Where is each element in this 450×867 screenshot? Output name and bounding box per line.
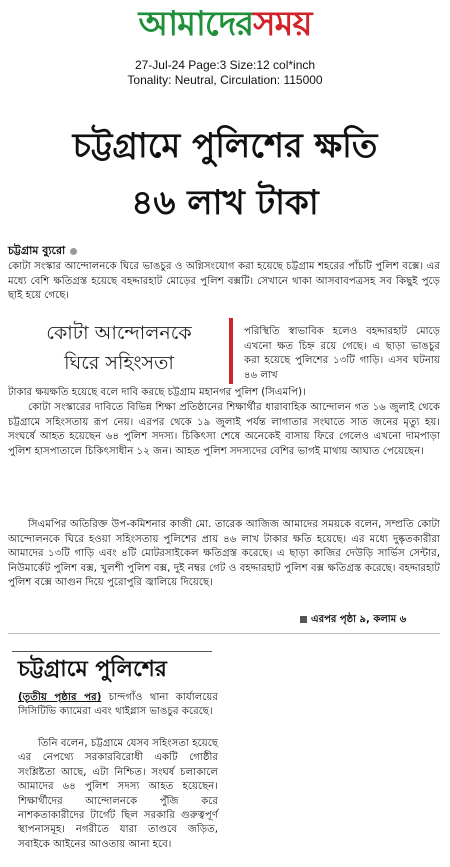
article-paragraph-2: টাকার ক্ষয়ক্ষতি হয়েছে বলে দাবি করছে চট্টগ্রাম মহানগর পুলিশ (সিএমপি)। [8, 387, 306, 398]
jump-headline: চট্টগ্রামে পুলিশের [18, 657, 167, 682]
byline-text: চট্টগ্রাম ব্যুরো [8, 244, 66, 257]
pull-quote-line2: ঘিরে সহিংসতা [64, 352, 174, 374]
byline [8, 242, 77, 261]
jump-continued-label: (তৃতীয় পৃষ্ঠার পর) [18, 692, 102, 703]
article-paragraph-4: সিএমপির অতিরিক্ত উপ-কমিশনার কাজী মো. তারেক আজিজ আমাদের সময়কে বলেন, সম্প্রতি কোটা আন্দোলনকে ঘিরে হওয়া সহিংসতায় পুলিশের প্রায় ৪৬ লাখ টাকার ক্ষতি হয়েছে। এর মধ্যে দুষ্কৃতকারীরা আমাদের ১৩টি গাড়ি এবং ৪টি মোটরসাইকেল ক্ষতিগ্রস্ত করেছে। এ ছাড়া কাজির দেউড়ি সার্ভিস সেন্টার, নিউমার্কেট পুলিশ বক্স, খুলশী পুলিশ বক্স, দুই নম্বর গেট ও বহদ্দারহাট পুলিশ বক্স ক্ষতিগ্রস্ত করেছে। বহদ্দারহাট পুলিশ বক্সে আগুন দিয়ে পুরোপুরি জ্বালিয়ে দিয়েছে। [8, 519, 440, 589]
article-paragraph-1: কোটা সংস্কার আন্দোলনকে ঘিরে ভাঙচুর ও অগ্নিসংযোগ করা হয়েছে চট্টগ্রাম শহরের পাঁচটি পুলিশ বক্সে। এর মধ্যে বেশি ক্ষতিগ্রস্ত হয়েছে বহদ্দারহাট মোড়ের পুলিশ বক্সটি। সেখানে থাকা আসবাবপত্রসহ সব কিছুই পুড়ে ছাই হয়ে গেছে। [8, 261, 440, 302]
continued-reference [300, 612, 406, 629]
newspaper-masthead [0, 2, 450, 46]
masthead-part2: সময় [253, 4, 312, 44]
article-paragraph-3: কোটা সংস্কারের দাবিতে বিভিন্ন শিক্ষা প্রতিষ্ঠানের শিক্ষার্থীর ধারাবাহিক আন্দোলন গত ১৬ জুলাই থেকে চট্টগ্রামে সহিংসতায় রূপ নেয়। এরপর থেকে ১৯ জুলাই পর্যন্ত লাগাতার সংঘাতে সাত জনের মৃত্যু হয়। সংঘর্ষে আহত হয়েছেন ৬৪ পুলিশ সদস্য। চিকিৎসা শেষে অনেকেই বাসায় ফিরে গেলেও এখনো দামপাড়া পুলিশ হাসপাতালে চিকিৎসাধীন ১২ জন। আহত পুলিশ সদস্যদের বেশির ভাগই মাথায় আঘাত পেয়েছেন। [8, 402, 440, 457]
masthead-part1: আমাদের [138, 4, 254, 44]
headline-line1: চট্টগ্রামে পুলিশের ক্ষতি [72, 126, 378, 166]
jump-paragraph-1 [18, 691, 218, 720]
article-wrap-text: পরিস্থিতি স্বাভাবিক হলেও বহদ্দারহাট মোড়ে এখনো ক্ষত চিহ্ন রয়ে গেছে। এ ছাড়া ভাঙচুর করা হয়েছে পুলিশের ১৩টি গাড়ি। এসব ঘটনায় ৪৬ লাখ [244, 326, 440, 381]
jump-paragraph-2: তিনি বলেন, চট্টগ্রামে যেসব সহিংসতা হয়েছে এর নেপথ্যে সরকারবিরোধী একটি গোষ্ঠীর সংশ্লিষ্টতা আছে, এটা নিশ্চিত। সংঘর্ষ চলাকালে আমাদের ৬৪ পুলিশ সদস্য আহত হয়েছেন। শিক্ষার্থীদের আন্দোলনকে পুঁজি করে নাশকতাকারীদের টার্গেট ছিল সরকারি গুরুত্বপূর্ণ স্থাপনাসমূহ। নগরীতে যারা তাণ্ডবে জড়িত, সবাইকে আইনের আওতায় আনা হবে। [18, 738, 218, 850]
clipping-meta-line1: 27-Jul-24 Page:3 Size:12 col*inch [134, 58, 316, 72]
continued-reference-text: এরপর পৃষ্ঠা ৯, কলাম ৬ [311, 614, 407, 625]
jump-paragraph-1-text: চান্দগাঁও থানা কার্যালয়ের সিসিটিভি ক্যামেরা এবং থাইগ্লাস ভাঙচুর করেছে। [18, 692, 218, 718]
byline-dot-icon [70, 248, 77, 255]
pull-quote [14, 318, 224, 384]
masthead-logo [139, 4, 312, 44]
clipping-meta-line2: Tonality: Neutral, Circulation: 115000 [127, 73, 323, 87]
pull-quote-line1: কোটা আন্দোলনকে [46, 322, 192, 344]
section-divider [8, 633, 440, 634]
headline-line2: ৪৬ লাখ টাকা [131, 183, 319, 223]
square-bullet-icon [300, 616, 307, 623]
pull-quote-accent-bar [229, 318, 233, 384]
